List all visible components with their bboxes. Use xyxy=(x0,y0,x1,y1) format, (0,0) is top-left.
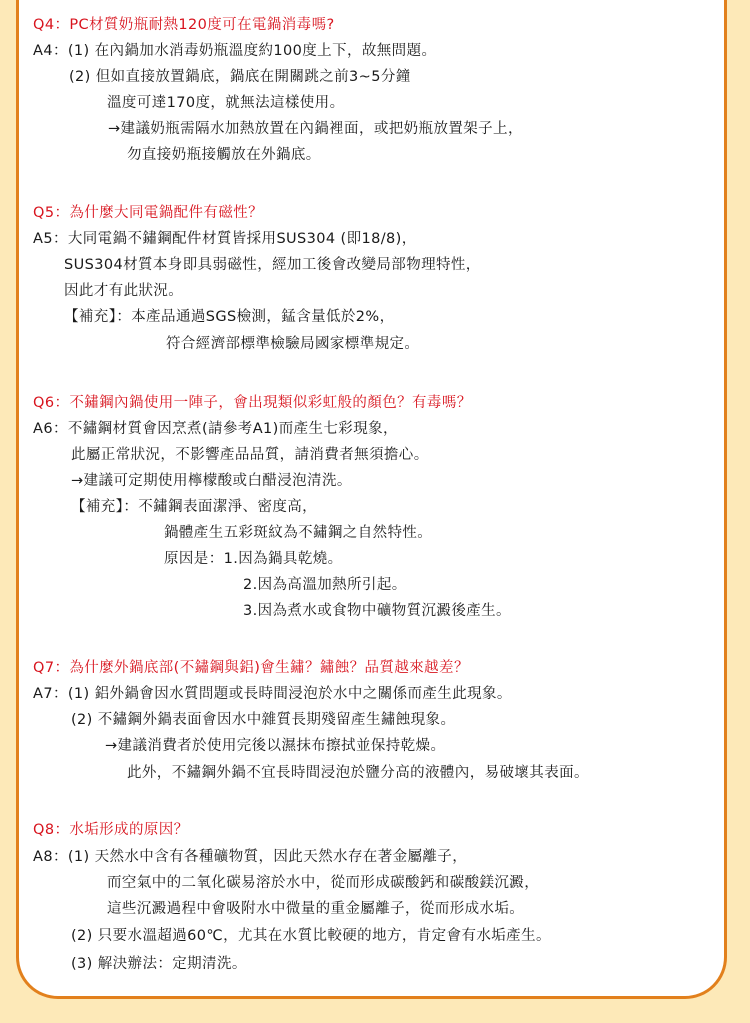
answer-a8-line-2: 而空氣中的二氧化碳易溶於水中，從而形成碳酸鈣和碳酸鎂沉澱， xyxy=(107,875,540,891)
answer-a8-line-4: (2) 只要水溫超過60℃，尤其在水質比較硬的地方，肯定會有水垢產生。 xyxy=(71,928,551,944)
answer-a7-line-2: (2) 不鏽鋼外鍋表面會因水中雜質長期殘留產生鏽蝕現象。 xyxy=(71,712,456,728)
answer-a5-line-3: 因此才有此狀況。 xyxy=(64,283,184,299)
answer-a6-line-7: 2.因為高溫加熱所引起。 xyxy=(243,577,407,593)
answer-a4-line-2: (2) 但如直接放置鍋底，鍋底在開關跳之前3~5分鐘 xyxy=(69,69,411,85)
answer-a5-line-1: A5：大同電鍋不鏽鋼配件材質皆採用SUS304 (即18/8)， xyxy=(33,231,417,247)
answer-a6-line-3: →建議可定期使用檸檬酸或白醋浸泡清洗。 xyxy=(71,473,352,489)
answer-a4-line-1: A4：(1) 在內鍋加水消毒奶瓶溫度約100度上下，故無問題。 xyxy=(33,43,437,59)
answer-a6-line-2: 此屬正常狀況，不影響產品品質，請消費者無須擔心。 xyxy=(71,447,429,463)
answer-a8-line-5: (3) 解決辦法：定期清洗。 xyxy=(71,956,247,972)
answer-a4-line-4: →建議奶瓶需隔水加熱放置在內鍋裡面，或把奶瓶放置架子上， xyxy=(108,121,523,137)
answer-a6-line-5: 鍋體產生五彩斑紋為不鏽鋼之自然特性。 xyxy=(164,525,433,541)
question-q6: Q6：不鏽鋼內鍋使用一陣子，會出現類似彩虹般的顏色？有毒嗎？ xyxy=(33,395,472,411)
answer-a6-line-1: A6：不鏽鋼材質會因烹煮(請參考A1)而產生七彩現象， xyxy=(33,421,398,437)
answer-a6-line-4: 【補充】：不鏽鋼表面潔淨、密度高， xyxy=(71,499,318,515)
answer-a5-line-4: 【補充】：本產品通過SGS檢測，錳含量低於2%， xyxy=(64,309,395,325)
answer-a7-line-4: 此外，不鏽鋼外鍋不宜長時間浸泡於鹽分高的液體內，易破壞其表面。 xyxy=(127,765,589,781)
question-q7: Q7：為什麼外鍋底部(不鏽鋼與鋁)會生鏽？鏽蝕？品質越來越差？ xyxy=(33,660,469,676)
answer-a6-line-8: 3.因為煮水或食物中礦物質沉澱後產生。 xyxy=(243,603,511,619)
answer-a4-line-3: 溫度可達170度，就無法這樣使用。 xyxy=(107,95,345,111)
answer-a4-line-5: 勿直接奶瓶接觸放在外鍋底。 xyxy=(127,147,321,163)
question-q4: Q4：PC材質奶瓶耐熱120度可在電鍋消毒嗎? xyxy=(33,17,335,33)
answer-a7-line-1: A7：(1) 鋁外鍋會因水質問題或長時間浸泡於水中之關係而產生此現象。 xyxy=(33,686,512,702)
answer-a5-line-5: 符合經濟部標準檢驗局國家標準規定。 xyxy=(166,336,420,352)
answer-a8-line-1: A8：(1) 天然水中含有各種礦物質，因此天然水存在著金屬離子， xyxy=(33,849,468,865)
answer-a8-line-3: 這些沉澱過程中會吸附水中微量的重金屬離子，從而形成水垢。 xyxy=(107,901,525,917)
answer-a6-line-6: 原因是：1.因為鍋具乾燒。 xyxy=(164,551,343,567)
answer-a7-line-3: →建議消費者於使用完後以濕抹布擦拭並保持乾燥。 xyxy=(105,738,446,754)
question-q5: Q5：為什麼大同電鍋配件有磁性？ xyxy=(33,205,264,221)
answer-a5-line-2: SUS304材質本身即具弱磁性，經加工後會改變局部物理特性， xyxy=(64,257,481,273)
question-q8: Q8：水垢形成的原因？ xyxy=(33,822,189,838)
